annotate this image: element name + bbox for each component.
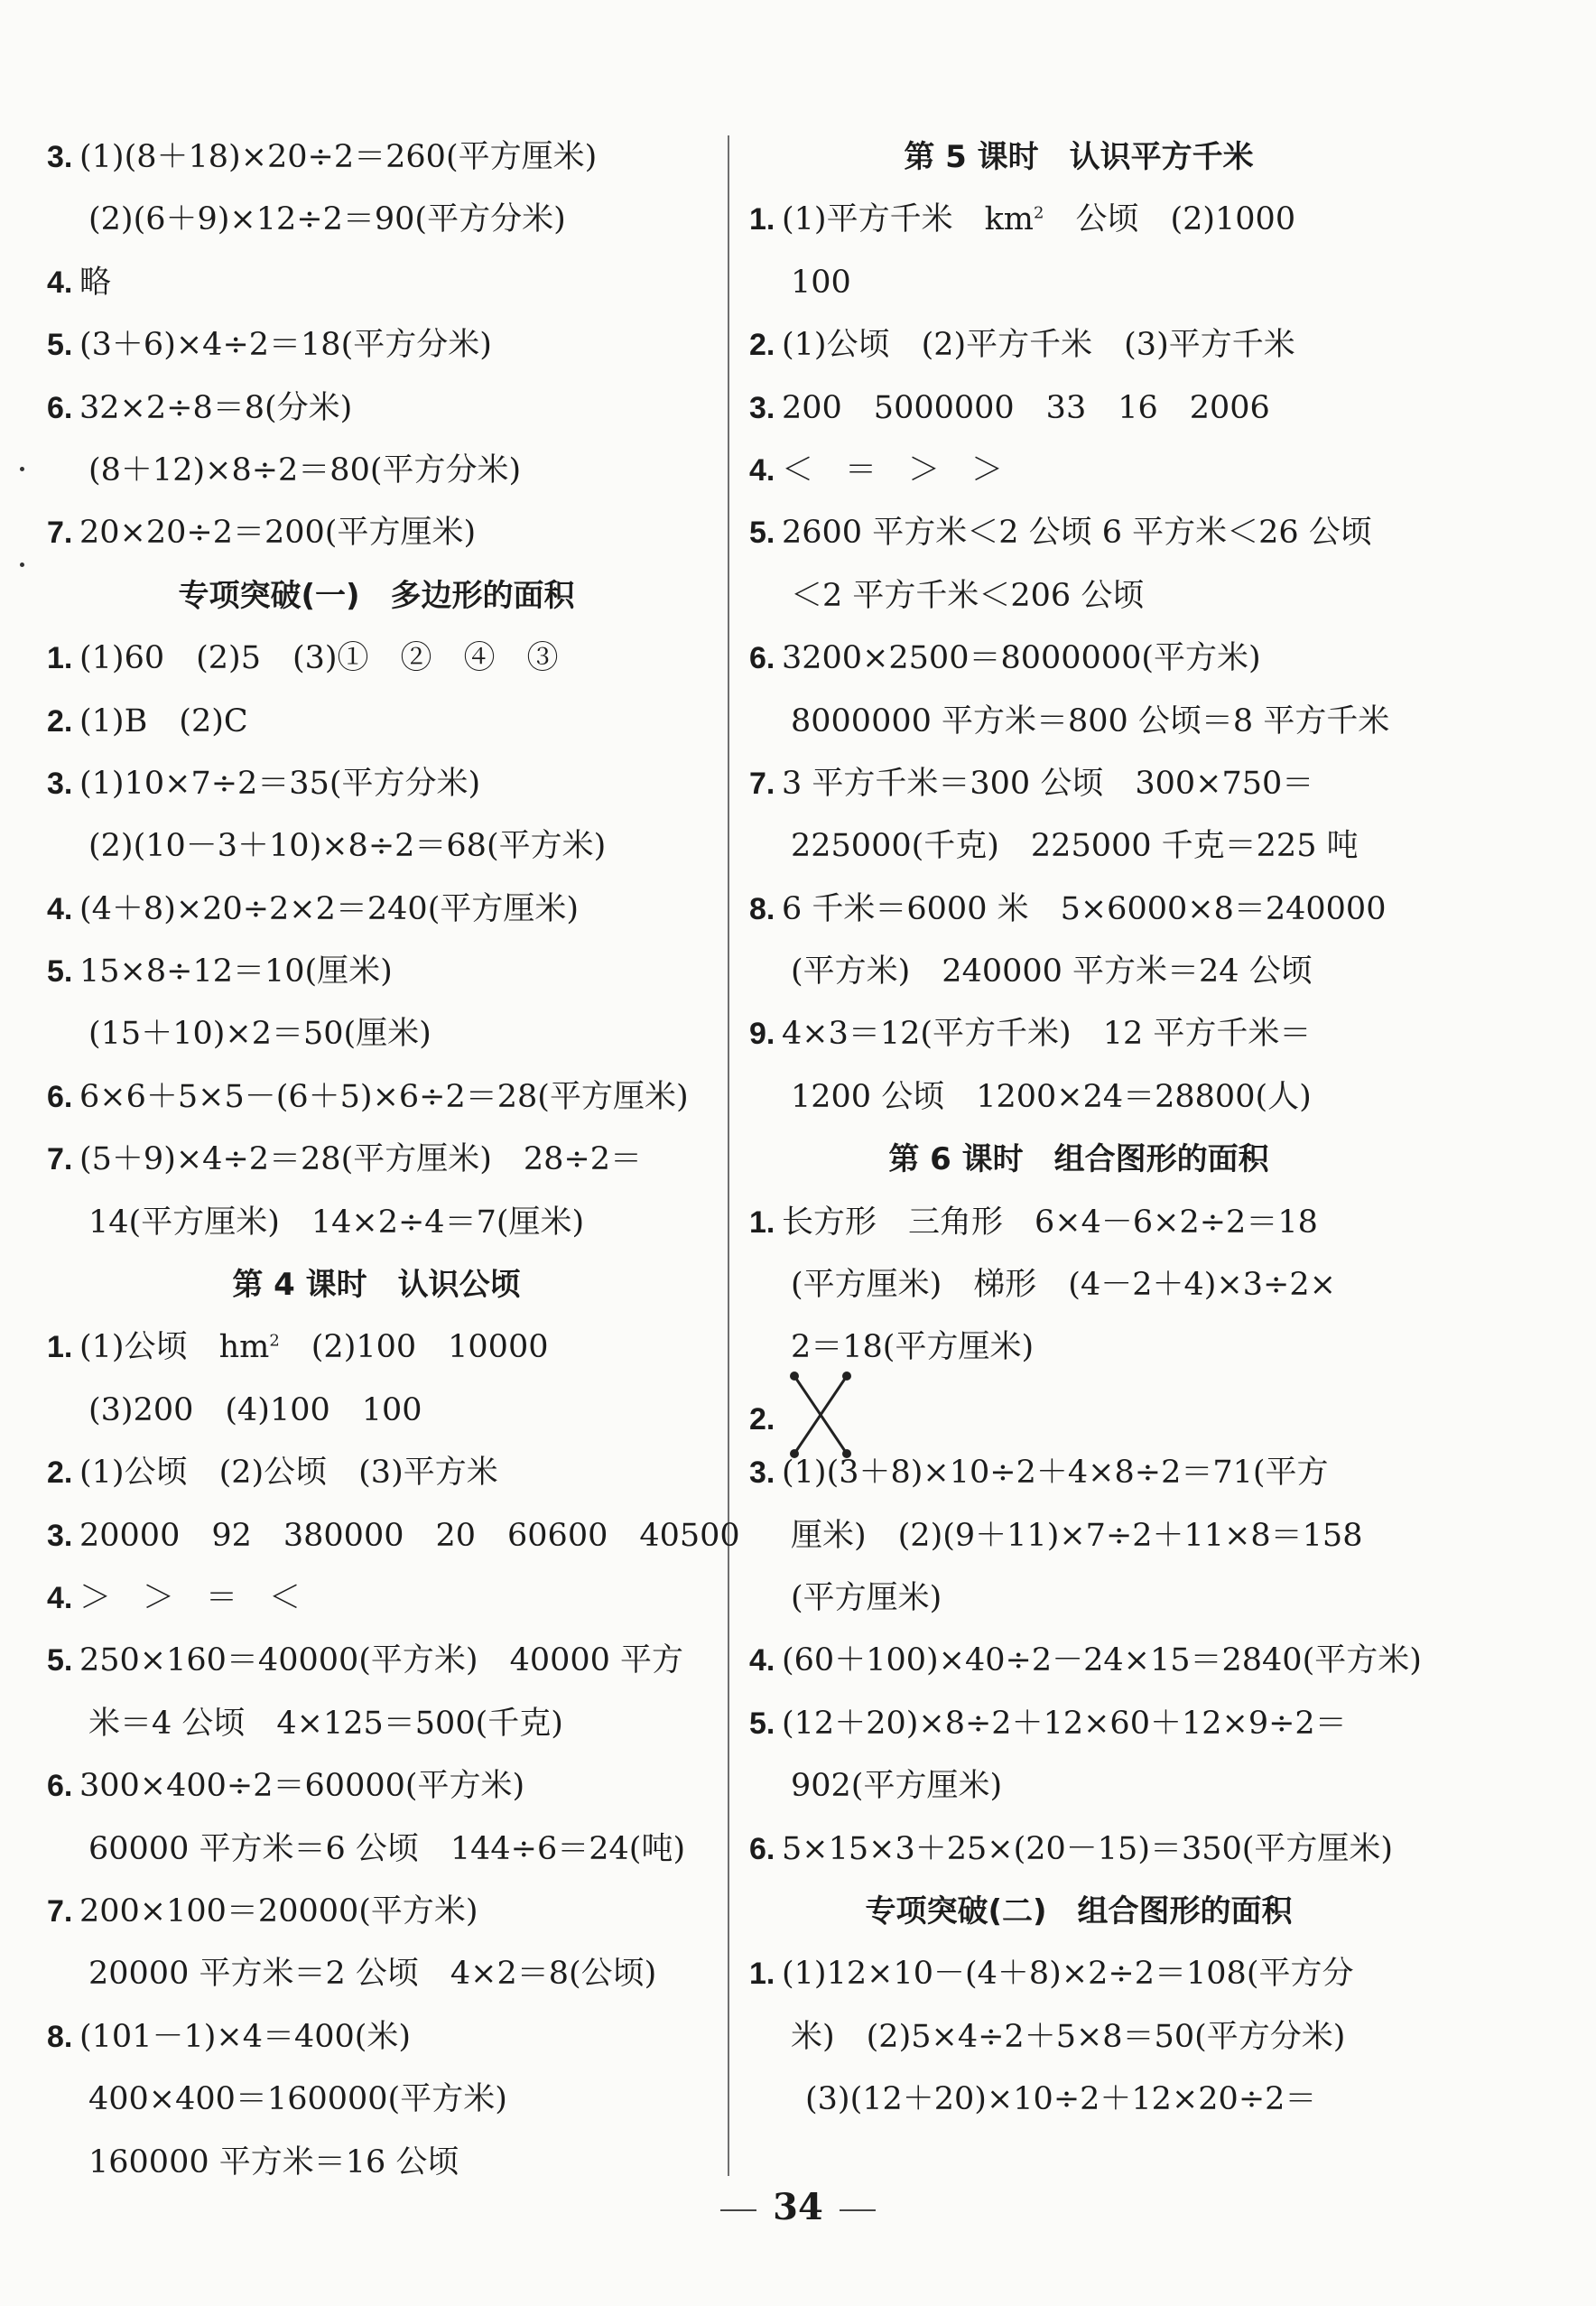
answer-text: (2)(10－3＋10)×8÷2＝68(平方米) — [88, 828, 607, 865]
question-number: 7. — [47, 1893, 73, 1929]
question-number: 1. — [47, 1330, 73, 1365]
answer-text: (5＋9)×4÷2＝28(平方厘米) 28÷2＝ — [79, 1141, 643, 1178]
answer-line — [47, 815, 706, 878]
section-heading: 专项突破(二) 组合图形的面积 — [865, 1892, 1293, 1929]
answer-line — [47, 1066, 706, 1129]
answer-line — [749, 1003, 1408, 1065]
answer-text-continued: 公顷 (2)1000 — [1044, 201, 1296, 238]
answer-text: (1)(3＋8)×10÷2＋4×8÷2＝71(平方 — [782, 1455, 1329, 1492]
answer-line — [749, 252, 1408, 314]
answer-line — [749, 1254, 1408, 1316]
answer-text: 14(平方厘米) 14×2÷4＝7(厘米) — [88, 1204, 585, 1241]
right-column — [749, 126, 1422, 2132]
section-heading: 第 6 课时 组合图形的面积 — [888, 1141, 1269, 1178]
question-number: 3. — [47, 140, 73, 174]
answer-line — [47, 753, 706, 815]
answer-text: (8＋12)×8÷2＝80(平方分米) — [88, 451, 522, 488]
unit-superscript: 2 — [1033, 203, 1044, 223]
page-footer — [0, 2176, 1596, 2239]
answer-text: 200 5000000 33 16 2006 — [782, 389, 1270, 426]
answer-line — [47, 1693, 706, 1755]
answer-text: (1)B (2)C — [79, 702, 248, 739]
answer-text: 32×2÷8＝8(分米) — [79, 389, 353, 426]
answer-text: 8000000 平方米＝800 公顷＝8 平方千米 — [791, 702, 1390, 739]
answer-line — [47, 314, 706, 377]
question-number: 4. — [47, 891, 73, 926]
answer-text: (1)10×7÷2＝35(平方分米) — [79, 765, 481, 802]
question-number: 5. — [749, 1706, 775, 1741]
answer-text: 2＝18(平方厘米) — [791, 1329, 1035, 1366]
footer-dash-right — [840, 2209, 876, 2211]
answer-line — [47, 1630, 706, 1692]
answer-text: 4×3＝12(平方千米) 12 平方千米＝ — [782, 1016, 1312, 1053]
question-number: 6. — [749, 641, 775, 676]
answer-line — [749, 1442, 1408, 1504]
answer-line — [749, 2069, 1408, 2131]
answer-line — [749, 1505, 1408, 1567]
answer-line — [47, 1316, 706, 1379]
question-number: 5. — [47, 954, 73, 990]
answer-text: 3 平方千米＝300 公顷 300×750＝ — [782, 765, 1314, 802]
answer-line — [749, 1567, 1408, 1630]
section-heading: 第 5 课时 认识平方千米 — [904, 139, 1254, 175]
answer-text: 6×6＋5×5－(6＋5)×6÷2＝28(平方厘米) — [79, 1078, 689, 1115]
answer-text: (1)60 (2)5 (3)① ② ④ ③ — [79, 640, 559, 677]
question-number: 5. — [47, 328, 73, 363]
answer-line — [749, 1192, 1408, 1254]
answer-line — [749, 1066, 1408, 1129]
footer-dash-left — [720, 2209, 756, 2211]
answer-line — [47, 1943, 706, 2005]
answer-text: (60＋100)×40÷2－24×15＝2840(平方米) — [782, 1642, 1422, 1679]
answer-text: 略 — [79, 264, 112, 301]
answer-text: 225000(千克) 225000 千克＝225 吨 — [791, 828, 1359, 865]
question-number: 2. — [749, 328, 775, 363]
page-number: 34 — [773, 2186, 823, 2228]
question-number: 5. — [47, 1643, 73, 1678]
question-number: 1. — [47, 641, 73, 676]
answer-text: (1)平方千米 km — [782, 201, 1034, 238]
answer-text: (101－1)×4＝400(米) — [79, 2018, 412, 2055]
question-number: 6. — [47, 1079, 73, 1114]
answer-line — [47, 941, 706, 1003]
answer-text: (1)12×10－(4＋8)×2÷2＝108(平方分 — [782, 1956, 1354, 1993]
answer-text: 300×400÷2＝60000(平方米) — [79, 1768, 525, 1805]
question-number: 4. — [47, 265, 73, 300]
answer-line — [749, 1755, 1408, 1818]
answer-text: 20×20÷2＝200(平方厘米) — [79, 515, 477, 552]
answer-text: ＞ ＞ ＝ ＜ — [79, 1579, 302, 1616]
answer-line — [47, 252, 706, 314]
answer-text: 100 — [791, 264, 851, 301]
scan-speck — [20, 467, 24, 471]
answer-line — [749, 941, 1408, 1003]
answer-line — [749, 189, 1408, 251]
question-number: 4. — [47, 1580, 73, 1615]
section-heading: 第 4 课时 认识公顷 — [232, 1267, 521, 1304]
question-number: 1. — [749, 1957, 775, 1992]
answer-line — [749, 815, 1408, 878]
question-number: 7. — [47, 1142, 73, 1177]
answer-line — [47, 1003, 706, 1065]
answer-line — [47, 1192, 706, 1254]
answer-text: 15×8÷12＝10(厘米) — [79, 953, 393, 990]
answer-line — [749, 879, 1408, 941]
answer-text: 400×400＝160000(平方米) — [88, 2081, 507, 2118]
answer-line — [749, 753, 1408, 815]
answer-line — [47, 691, 706, 753]
answer-line — [47, 1818, 706, 1881]
answer-text: (1)(8＋18)×20÷2＝260(平方厘米) — [79, 139, 598, 175]
question-number: 4. — [749, 1643, 775, 1678]
matching-dot — [790, 1372, 799, 1381]
answer-text: 20000 92 380000 20 60600 40500 — [79, 1517, 740, 1554]
answer-text: 长方形 三角形 6×4－6×2÷2＝18 — [782, 1204, 1318, 1241]
question-number: 2. — [47, 1455, 73, 1491]
answer-text: (1)公顷 (2)平方千米 (3)平方千米 — [782, 327, 1295, 364]
question-number: 7. — [47, 516, 73, 551]
answer-text: (15＋10)×2＝50(厘米) — [88, 1016, 431, 1053]
answer-text: (4＋8)×20÷2×2＝240(平方厘米) — [79, 890, 580, 927]
answer-line — [749, 1818, 1408, 1881]
answer-text: (1)公顷 (2)公顷 (3)平方米 — [79, 1455, 498, 1492]
answer-text: 2600 平方米＜2 公顷 6 平方米＜26 公顷 — [782, 515, 1372, 552]
question-number: 3. — [749, 1455, 775, 1491]
answer-line — [47, 1129, 706, 1191]
question-number: 3. — [749, 390, 775, 425]
answer-line — [749, 1943, 1408, 2005]
answer-text: 5×15×3＋25×(20－15)＝350(平方厘米) — [782, 1830, 1394, 1867]
answer-line — [749, 565, 1408, 628]
question-number: 6. — [749, 1831, 775, 1866]
question-number: 8. — [47, 2019, 73, 2054]
answer-text: (3＋6)×4÷2＝18(平方分米) — [79, 327, 492, 364]
answer-line — [47, 2069, 706, 2131]
answer-text: (12＋20)×8÷2＋12×60＋12×9÷2＝ — [782, 1705, 1347, 1742]
answer-line — [47, 1755, 706, 1818]
answer-text: 902(平方厘米) — [791, 1768, 1003, 1805]
answer-text: 米＝4 公顷 4×125＝500(千克) — [88, 1705, 563, 1742]
answer-text: 160000 平方米＝16 公顷 — [88, 2143, 459, 2180]
answer-line — [47, 440, 706, 502]
answer-line — [749, 1693, 1408, 1755]
question-number: 8. — [749, 891, 775, 926]
question-number: 3. — [47, 1518, 73, 1553]
question-number: 2. — [47, 703, 73, 739]
answer-text: 米) (2)5×4÷2＋5×8＝50(平方分米) — [791, 2018, 1346, 2055]
answer-text: 6 千米＝6000 米 5×6000×8＝240000 — [782, 890, 1387, 927]
question-number: 3. — [47, 766, 73, 801]
answer-line — [47, 1505, 740, 1567]
answer-line — [47, 502, 706, 564]
answer-text: (3)200 (4)100 100 — [88, 1391, 422, 1428]
answer-text: ＜2 平方千米＜206 公顷 — [791, 577, 1145, 614]
answer-text: 1200 公顷 1200×24＝28800(人) — [791, 1078, 1312, 1115]
answer-text: (平方厘米) — [791, 1579, 942, 1616]
column-divider — [728, 135, 729, 2176]
answer-text: (3)(12＋20)×10÷2＋12×20÷2＝ — [805, 2081, 1317, 2118]
answer-text: (1)公顷 hm — [79, 1329, 270, 1366]
answer-line — [47, 377, 706, 440]
question-number: 4. — [749, 452, 775, 488]
unit-superscript: 2 — [269, 1331, 280, 1351]
question-number: 9. — [749, 1017, 775, 1052]
question-number: 5. — [749, 516, 775, 551]
answer-line — [749, 691, 1408, 753]
question-number: 7. — [749, 766, 775, 801]
answer-line — [749, 1630, 1422, 1692]
answer-text: 60000 平方米＝6 公顷 144÷6＝24(吨) — [88, 1830, 686, 1867]
answer-text: (2)(6＋9)×12÷2＝90(平方分米) — [88, 201, 566, 238]
answer-line — [47, 1380, 706, 1442]
answer-line — [749, 628, 1408, 690]
left-column — [47, 126, 740, 2194]
question-number: 2. — [749, 1402, 775, 1437]
question-number: 6. — [47, 390, 73, 425]
answer-text: 200×100＝20000(平方米) — [79, 1892, 478, 1929]
answer-text: 20000 平方米＝2 公顷 4×2＝8(公顷) — [88, 1956, 657, 1993]
answer-line — [47, 2006, 706, 2069]
answer-text: 3200×2500＝8000000(平方米) — [782, 640, 1261, 677]
answer-text: 250×160＝40000(平方米) 40000 平方 — [79, 1642, 684, 1679]
answer-text: (平方米) 240000 平方米＝24 公顷 — [791, 953, 1313, 990]
answer-line — [47, 628, 706, 690]
answer-line — [47, 1567, 706, 1630]
answer-line — [749, 377, 1408, 440]
answer-text: (平方厘米) 梯形 (4－2＋4)×3÷2× — [791, 1267, 1336, 1304]
matching-dot — [842, 1372, 851, 1381]
answer-line — [749, 502, 1408, 564]
answer-text-continued: (2)100 10000 — [279, 1329, 549, 1366]
answer-line — [749, 440, 1408, 502]
answer-text: ＜ ＝ ＞ ＞ — [782, 451, 1004, 488]
scan-speck — [20, 563, 24, 567]
answer-line — [47, 1442, 706, 1504]
question-number: 1. — [749, 202, 775, 237]
answer-line — [47, 1881, 706, 1943]
section-heading: 专项突破(一) 多边形的面积 — [178, 577, 575, 614]
answer-line — [47, 126, 706, 189]
question-number: 6. — [47, 1769, 73, 1804]
answer-line — [749, 314, 1408, 377]
answer-line — [749, 2006, 1408, 2069]
answer-line — [749, 1380, 1408, 1442]
answer-line — [47, 189, 706, 251]
question-number: 1. — [749, 1204, 775, 1240]
answer-text: 厘米) (2)(9＋11)×7÷2＋11×8＝158 — [791, 1517, 1363, 1554]
answer-line — [47, 879, 706, 941]
